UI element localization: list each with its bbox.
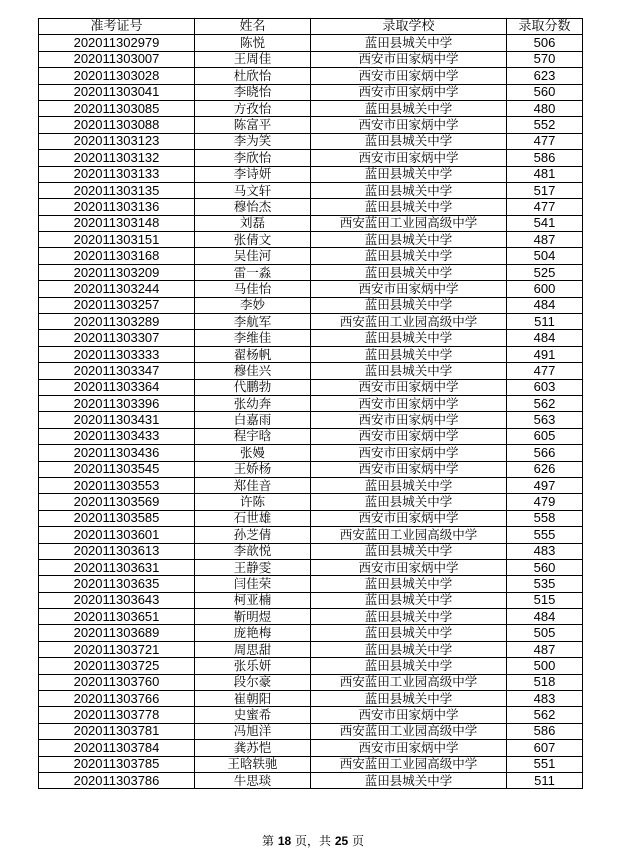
- table-row: [39, 592, 583, 608]
- school-cell: 蓝田县城关中学: [311, 330, 507, 346]
- score-cell: 562: [507, 707, 583, 723]
- ticket-cell: 202011303307: [39, 330, 195, 346]
- ticket-cell: 202011303088: [39, 117, 195, 133]
- school-cell: 西安市田家炳中学: [311, 379, 507, 395]
- school-cell: 蓝田县城关中学: [311, 199, 507, 215]
- ticket-cell: 202011303041: [39, 84, 195, 100]
- table-row: [39, 756, 583, 772]
- name-cell: 穆怡杰: [195, 199, 311, 215]
- school-cell: 蓝田县城关中学: [311, 772, 507, 788]
- name-cell: 闫佳荣: [195, 576, 311, 592]
- school-cell: 蓝田县城关中学: [311, 658, 507, 674]
- school-cell: 蓝田县城关中学: [311, 625, 507, 641]
- name-cell: 段尔豪: [195, 674, 311, 690]
- name-cell: 李歆悦: [195, 543, 311, 559]
- ticket-cell: 202011303123: [39, 133, 195, 149]
- table-row: [39, 609, 583, 625]
- school-cell: 蓝田县城关中学: [311, 609, 507, 625]
- table-row: [39, 100, 583, 116]
- name-cell: 李诗妍: [195, 166, 311, 182]
- name-cell: 张倩文: [195, 232, 311, 248]
- name-cell: 孙芝倩: [195, 527, 311, 543]
- header-ticket: 准考证号: [39, 19, 195, 35]
- ticket-cell: 202011303601: [39, 527, 195, 543]
- table-row: [39, 395, 583, 411]
- ticket-cell: 202011303766: [39, 691, 195, 707]
- ticket-cell: 202011303244: [39, 281, 195, 297]
- school-cell: 西安蓝田工业园高级中学: [311, 314, 507, 330]
- school-cell: 蓝田县城关中学: [311, 232, 507, 248]
- table-row: [39, 707, 583, 723]
- header-school: 录取学校: [311, 19, 507, 35]
- school-cell: 西安蓝田工业园高级中学: [311, 756, 507, 772]
- school-cell: 蓝田县城关中学: [311, 494, 507, 510]
- ticket-cell: 202011303651: [39, 609, 195, 625]
- score-cell: 515: [507, 592, 583, 608]
- ticket-cell: 202011303431: [39, 412, 195, 428]
- name-cell: 石世雄: [195, 510, 311, 526]
- table-row: [39, 527, 583, 543]
- school-cell: 西安市田家炳中学: [311, 740, 507, 756]
- score-cell: 535: [507, 576, 583, 592]
- score-cell: 481: [507, 166, 583, 182]
- ticket-cell: 202011303553: [39, 477, 195, 493]
- school-cell: 西安市田家炳中学: [311, 395, 507, 411]
- ticket-cell: 202011303781: [39, 723, 195, 739]
- table-row: [39, 740, 583, 756]
- score-cell: 497: [507, 477, 583, 493]
- name-cell: 张幼奔: [195, 395, 311, 411]
- score-cell: 483: [507, 543, 583, 559]
- name-cell: 许陈: [195, 494, 311, 510]
- ticket-cell: 202011303289: [39, 314, 195, 330]
- ticket-cell: 202011303433: [39, 428, 195, 444]
- table-row: [39, 314, 583, 330]
- table-row: [39, 363, 583, 379]
- ticket-cell: 202011303135: [39, 182, 195, 198]
- school-cell: 蓝田县城关中学: [311, 576, 507, 592]
- table-row: [39, 346, 583, 362]
- ticket-cell: 202011303643: [39, 592, 195, 608]
- table-row: [39, 625, 583, 641]
- school-cell: 西安市田家炳中学: [311, 510, 507, 526]
- score-cell: 600: [507, 281, 583, 297]
- name-cell: 李航军: [195, 314, 311, 330]
- ticket-cell: 202011303778: [39, 707, 195, 723]
- ticket-cell: 202011303148: [39, 215, 195, 231]
- table-row: [39, 641, 583, 657]
- school-cell: 蓝田县城关中学: [311, 346, 507, 362]
- current-page-number: 18: [277, 834, 292, 848]
- table-row: [39, 182, 583, 198]
- table-row: [39, 658, 583, 674]
- score-cell: 525: [507, 264, 583, 280]
- name-cell: 李晓怡: [195, 84, 311, 100]
- name-cell: 李为笑: [195, 133, 311, 149]
- header-row: [39, 19, 583, 35]
- table-row: [39, 68, 583, 84]
- ticket-cell: 202011303585: [39, 510, 195, 526]
- score-cell: 560: [507, 84, 583, 100]
- table-row: [39, 461, 583, 477]
- score-cell: 506: [507, 35, 583, 51]
- table-row: [39, 133, 583, 149]
- table-row: [39, 428, 583, 444]
- score-cell: 607: [507, 740, 583, 756]
- name-cell: 陈悦: [195, 35, 311, 51]
- school-cell: 西安市田家炳中学: [311, 461, 507, 477]
- name-cell: 王娇杨: [195, 461, 311, 477]
- table-row: [39, 166, 583, 182]
- score-cell: 483: [507, 691, 583, 707]
- score-cell: 487: [507, 232, 583, 248]
- footer-middle: 页，共: [291, 834, 335, 848]
- school-cell: 蓝田县城关中学: [311, 35, 507, 51]
- name-cell: 郑佳音: [195, 477, 311, 493]
- school-cell: 蓝田县城关中学: [311, 248, 507, 264]
- ticket-cell: 202011303364: [39, 379, 195, 395]
- ticket-cell: 202011303545: [39, 461, 195, 477]
- score-cell: 487: [507, 641, 583, 657]
- table-row: [39, 543, 583, 559]
- ticket-cell: 202011303257: [39, 297, 195, 313]
- table-row: [39, 51, 583, 67]
- table-row: [39, 199, 583, 215]
- school-cell: 西安市田家炳中学: [311, 445, 507, 461]
- name-cell: 翟杨帆: [195, 346, 311, 362]
- name-cell: 刘磊: [195, 215, 311, 231]
- score-cell: 603: [507, 379, 583, 395]
- ticket-cell: 202011303007: [39, 51, 195, 67]
- ticket-cell: 202011303347: [39, 363, 195, 379]
- name-cell: 张乐妍: [195, 658, 311, 674]
- score-cell: 623: [507, 68, 583, 84]
- name-cell: 李维佳: [195, 330, 311, 346]
- table-row: [39, 150, 583, 166]
- table-row: [39, 330, 583, 346]
- score-cell: 605: [507, 428, 583, 444]
- ticket-cell: 202011303569: [39, 494, 195, 510]
- ticket-cell: 202011303151: [39, 232, 195, 248]
- table-row: [39, 772, 583, 788]
- name-cell: 崔朝阳: [195, 691, 311, 707]
- name-cell: 方孜怡: [195, 100, 311, 116]
- score-cell: 558: [507, 510, 583, 526]
- name-cell: 冯旭洋: [195, 723, 311, 739]
- ticket-cell: 202011303209: [39, 264, 195, 280]
- name-cell: 马文轩: [195, 182, 311, 198]
- school-cell: 西安市田家炳中学: [311, 51, 507, 67]
- score-cell: 560: [507, 559, 583, 575]
- school-cell: 蓝田县城关中学: [311, 133, 507, 149]
- school-cell: 蓝田县城关中学: [311, 297, 507, 313]
- ticket-cell: 202011303168: [39, 248, 195, 264]
- table-row: [39, 281, 583, 297]
- name-cell: 柯亚楠: [195, 592, 311, 608]
- table-row: [39, 477, 583, 493]
- ticket-cell: 202011303631: [39, 559, 195, 575]
- score-cell: 484: [507, 297, 583, 313]
- score-cell: 541: [507, 215, 583, 231]
- ticket-cell: 202011303689: [39, 625, 195, 641]
- ticket-cell: 202011303785: [39, 756, 195, 772]
- score-cell: 586: [507, 150, 583, 166]
- footer-prefix: 第: [261, 834, 278, 848]
- score-cell: 562: [507, 395, 583, 411]
- name-cell: 杜欣怡: [195, 68, 311, 84]
- score-cell: 518: [507, 674, 583, 690]
- score-cell: 566: [507, 445, 583, 461]
- score-cell: 517: [507, 182, 583, 198]
- footer-suffix: 页: [348, 834, 364, 848]
- score-cell: 479: [507, 494, 583, 510]
- table-row: [39, 510, 583, 526]
- school-cell: 蓝田县城关中学: [311, 691, 507, 707]
- score-cell: 586: [507, 723, 583, 739]
- header-score: 录取分数: [507, 19, 583, 35]
- ticket-cell: 202011303136: [39, 199, 195, 215]
- score-cell: 504: [507, 248, 583, 264]
- school-cell: 西安蓝田工业园高级中学: [311, 215, 507, 231]
- school-cell: 西安市田家炳中学: [311, 412, 507, 428]
- name-cell: 雷一淼: [195, 264, 311, 280]
- name-cell: 龚苏恺: [195, 740, 311, 756]
- name-cell: 周思甜: [195, 641, 311, 657]
- name-cell: 李欣怡: [195, 150, 311, 166]
- name-cell: 马佳怡: [195, 281, 311, 297]
- score-cell: 477: [507, 133, 583, 149]
- ticket-cell: 202011303784: [39, 740, 195, 756]
- score-cell: 480: [507, 100, 583, 116]
- table-row: [39, 445, 583, 461]
- school-cell: 西安市田家炳中学: [311, 707, 507, 723]
- name-cell: 陈富平: [195, 117, 311, 133]
- name-cell: 史蜜希: [195, 707, 311, 723]
- ticket-cell: 202011303028: [39, 68, 195, 84]
- school-cell: 西安市田家炳中学: [311, 281, 507, 297]
- ticket-cell: 202011302979: [39, 35, 195, 51]
- score-cell: 484: [507, 609, 583, 625]
- score-cell: 477: [507, 199, 583, 215]
- name-cell: 张嫚: [195, 445, 311, 461]
- table-row: [39, 674, 583, 690]
- school-cell: 西安市田家炳中学: [311, 559, 507, 575]
- name-cell: 靳明煜: [195, 609, 311, 625]
- score-cell: 511: [507, 314, 583, 330]
- ticket-cell: 202011303333: [39, 346, 195, 362]
- table-row: [39, 576, 583, 592]
- school-cell: 蓝田县城关中学: [311, 641, 507, 657]
- school-cell: 西安蓝田工业园高级中学: [311, 527, 507, 543]
- name-cell: 王晗轶驰: [195, 756, 311, 772]
- table-row: [39, 412, 583, 428]
- table-row: [39, 494, 583, 510]
- name-cell: 代鹏勃: [195, 379, 311, 395]
- score-cell: 477: [507, 363, 583, 379]
- ticket-cell: 202011303635: [39, 576, 195, 592]
- score-cell: 626: [507, 461, 583, 477]
- name-cell: 庞艳梅: [195, 625, 311, 641]
- school-cell: 蓝田县城关中学: [311, 592, 507, 608]
- school-cell: 西安市田家炳中学: [311, 150, 507, 166]
- name-cell: 程宇晗: [195, 428, 311, 444]
- ticket-cell: 202011303436: [39, 445, 195, 461]
- school-cell: 蓝田县城关中学: [311, 182, 507, 198]
- school-cell: 蓝田县城关中学: [311, 100, 507, 116]
- table-row: [39, 232, 583, 248]
- name-cell: 王周佳: [195, 51, 311, 67]
- school-cell: 西安蓝田工业园高级中学: [311, 723, 507, 739]
- score-cell: 555: [507, 527, 583, 543]
- ticket-cell: 202011303085: [39, 100, 195, 116]
- ticket-cell: 202011303132: [39, 150, 195, 166]
- total-page-number: 25: [334, 834, 349, 848]
- admission-table: [38, 18, 583, 789]
- score-cell: 551: [507, 756, 583, 772]
- score-cell: 484: [507, 330, 583, 346]
- table-row: [39, 117, 583, 133]
- score-cell: 511: [507, 772, 583, 788]
- name-cell: 王静雯: [195, 559, 311, 575]
- school-cell: 蓝田县城关中学: [311, 477, 507, 493]
- name-cell: 吴佳河: [195, 248, 311, 264]
- table-row: [39, 691, 583, 707]
- table-row: [39, 248, 583, 264]
- ticket-cell: 202011303760: [39, 674, 195, 690]
- table-row: [39, 35, 583, 51]
- school-cell: 蓝田县城关中学: [311, 543, 507, 559]
- score-cell: 505: [507, 625, 583, 641]
- name-cell: 白嘉雨: [195, 412, 311, 428]
- ticket-cell: 202011303786: [39, 772, 195, 788]
- school-cell: 西安市田家炳中学: [311, 428, 507, 444]
- table-row: [39, 559, 583, 575]
- table-row: [39, 297, 583, 313]
- school-cell: 西安市田家炳中学: [311, 117, 507, 133]
- school-cell: 蓝田县城关中学: [311, 363, 507, 379]
- table-row: [39, 264, 583, 280]
- school-cell: 蓝田县城关中学: [311, 166, 507, 182]
- ticket-cell: 202011303721: [39, 641, 195, 657]
- name-cell: 李妙: [195, 297, 311, 313]
- score-cell: 491: [507, 346, 583, 362]
- table-row: [39, 215, 583, 231]
- table-body: [39, 35, 583, 789]
- header-name: 姓名: [195, 19, 311, 35]
- school-cell: 西安蓝田工业园高级中学: [311, 674, 507, 690]
- page-footer: [0, 832, 626, 849]
- ticket-cell: 202011303725: [39, 658, 195, 674]
- ticket-cell: 202011303613: [39, 543, 195, 559]
- score-cell: 570: [507, 51, 583, 67]
- ticket-cell: 202011303133: [39, 166, 195, 182]
- name-cell: 穆佳兴: [195, 363, 311, 379]
- name-cell: 牛思琰: [195, 772, 311, 788]
- table-row: [39, 379, 583, 395]
- score-cell: 563: [507, 412, 583, 428]
- table-row: [39, 84, 583, 100]
- school-cell: 西安市田家炳中学: [311, 68, 507, 84]
- school-cell: 西安市田家炳中学: [311, 84, 507, 100]
- score-cell: 552: [507, 117, 583, 133]
- ticket-cell: 202011303396: [39, 395, 195, 411]
- school-cell: 蓝田县城关中学: [311, 264, 507, 280]
- score-cell: 500: [507, 658, 583, 674]
- table-row: [39, 723, 583, 739]
